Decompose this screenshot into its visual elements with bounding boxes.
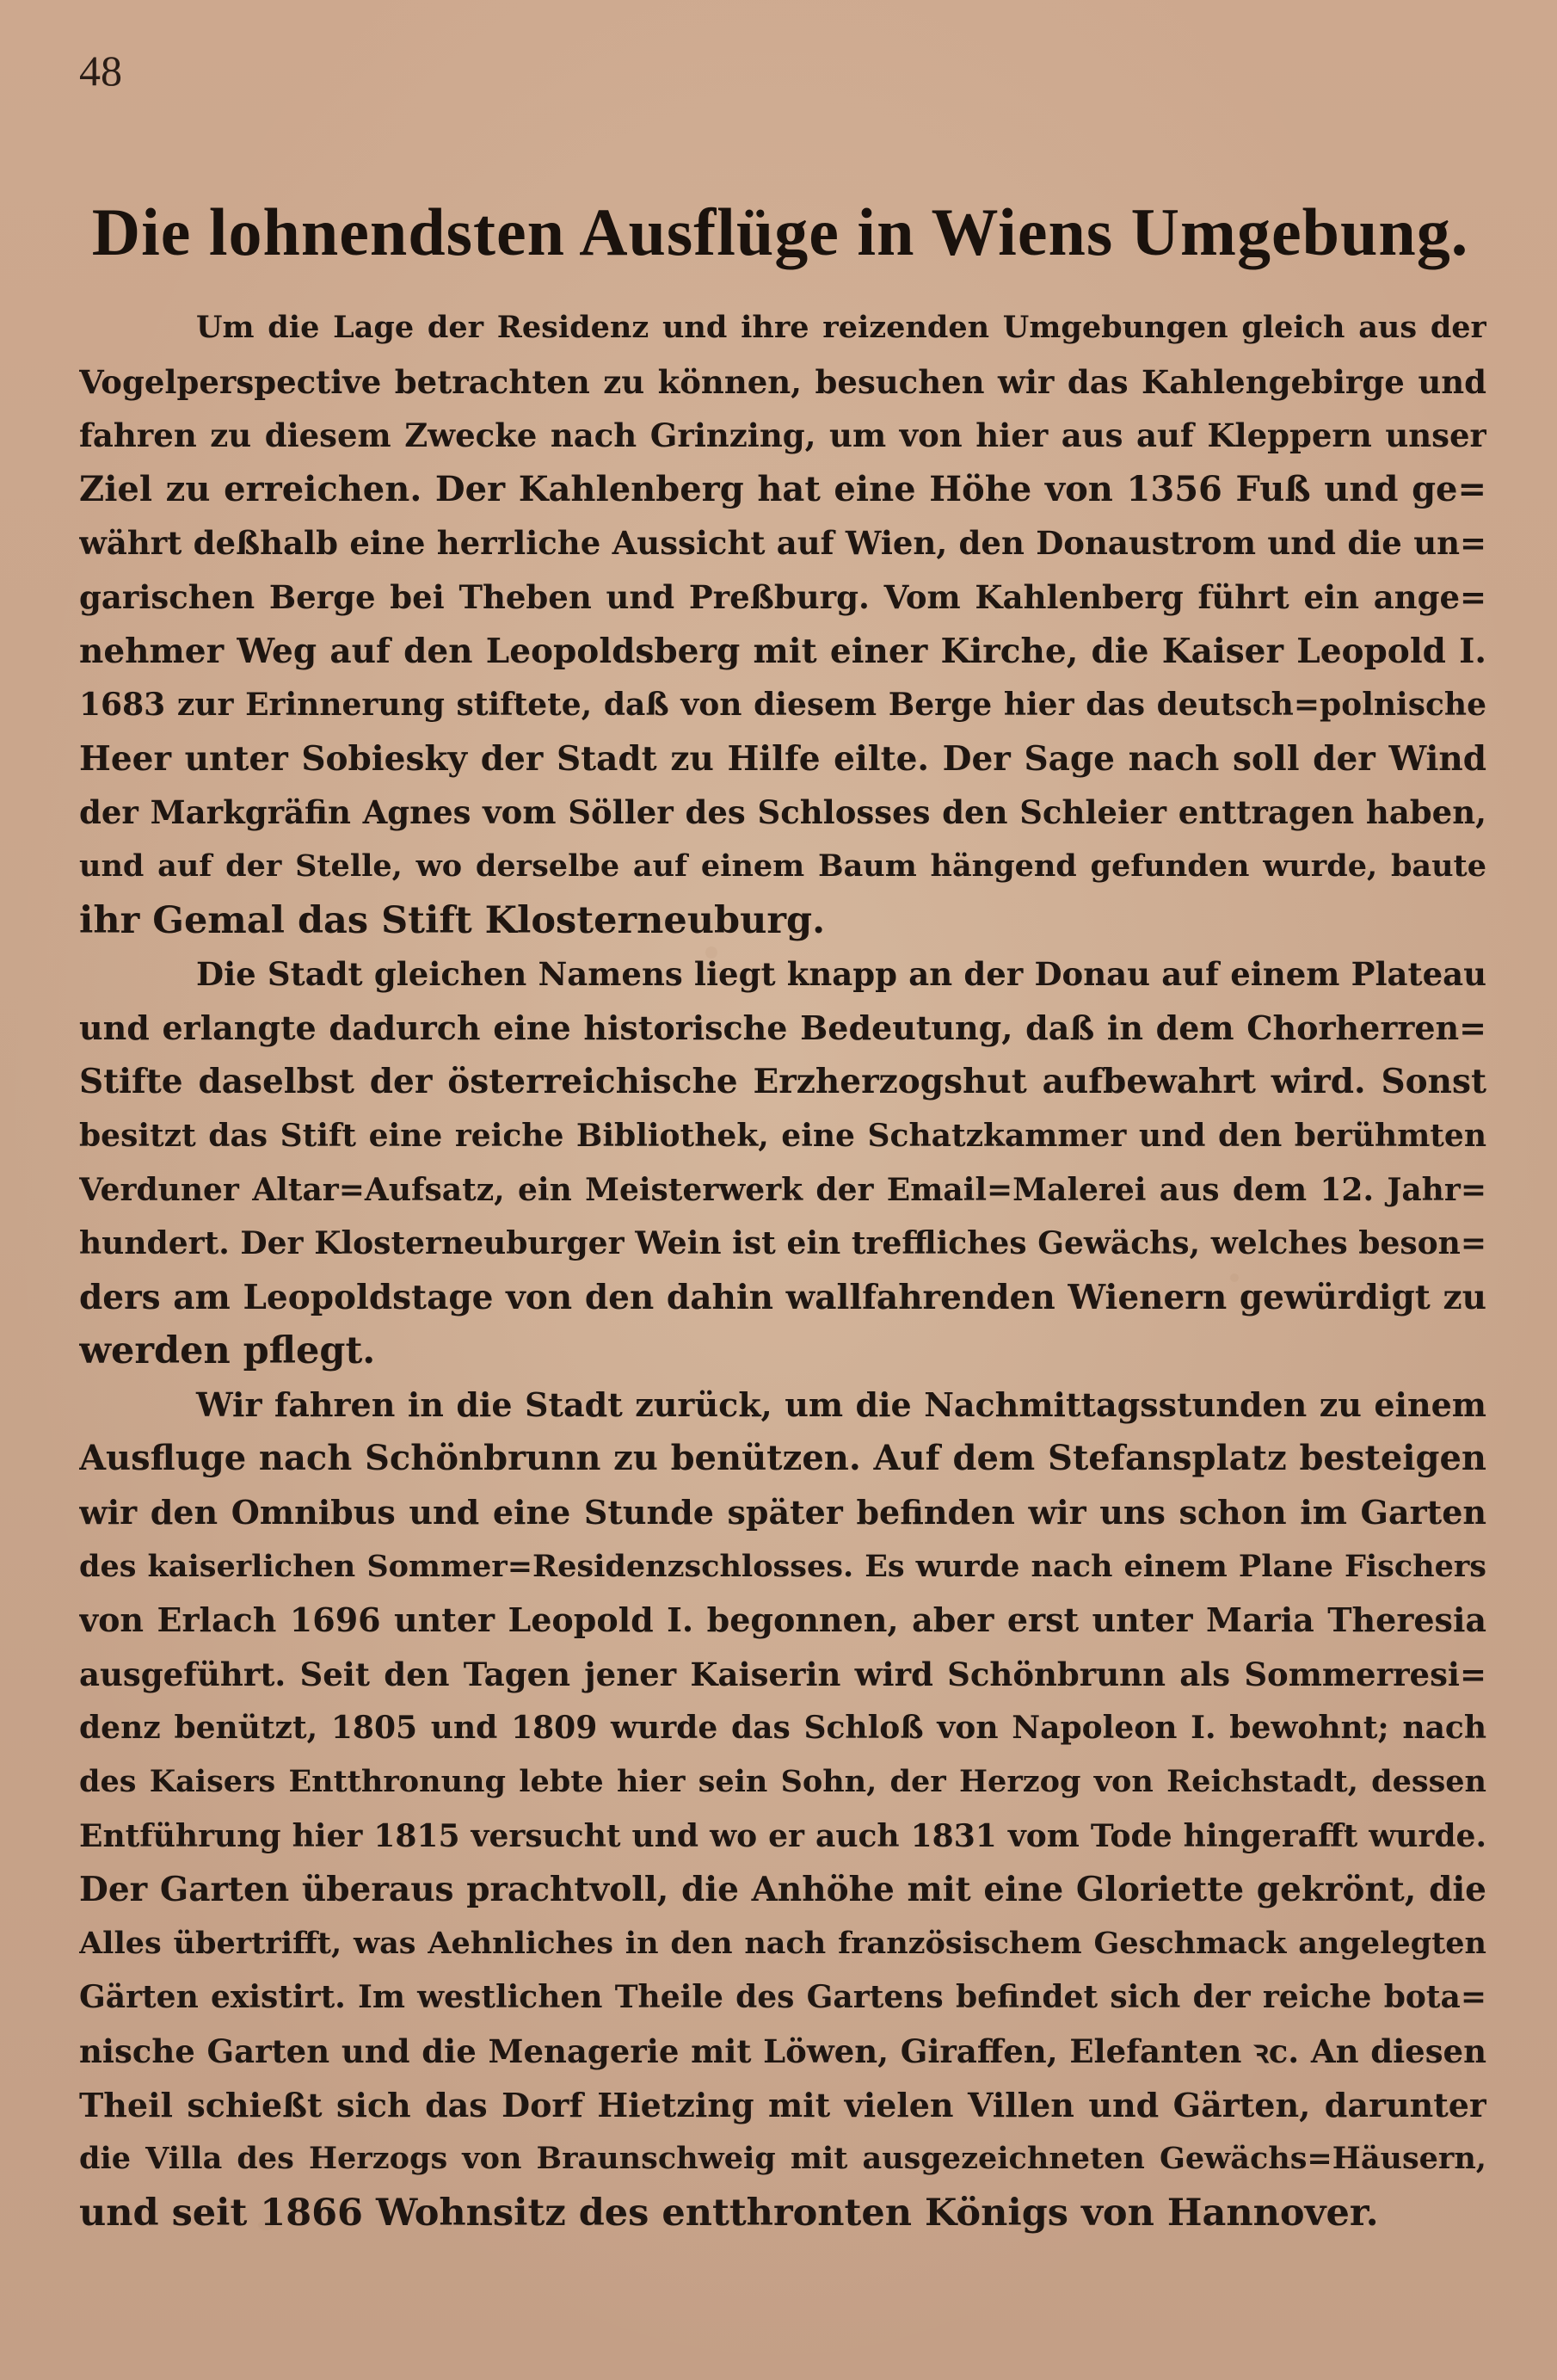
text-line: und auf der Stelle, wo derselbe auf einem Baum hängend gefunden wurde, baute: [79, 848, 1486, 884]
body-text: [79, 301, 1486, 2240]
text-line: Vogelperspective betrachten zu können, besuchen wir das Kahlengebirge und: [79, 362, 1486, 401]
text-line: nische Garten und die Menagerie mit Löwen, Giraffen, Elefanten ꝛc. An diesen: [79, 2032, 1486, 2070]
text-line: besitzt das Stift eine reiche Bibliothek, eine Schatzkammer und den berühmten: [79, 1117, 1486, 1154]
text-line: Um die Lage der Residenz und ihre reizenden Umgebungen gleich aus der: [196, 310, 1486, 345]
text-line: der Markgräfin Agnes vom Söller des Schlosses den Schleier enttragen haben,: [79, 793, 1486, 832]
text-line: ders am Leopoldstage von den dahin wallfahrenden Wienern gewürdigt zu: [79, 1277, 1486, 1317]
page-number: 48: [79, 46, 122, 95]
page-title: Die lohnendsten Ausflüge in Wiens Umgebung.: [91, 194, 1469, 269]
text-line: werden pflegt.: [79, 1329, 376, 1373]
text-line: fahren zu diesem Zwecke nach Grinzing, um von hier aus auf Kleppern unser: [79, 416, 1486, 455]
text-line: Theil schießt sich das Dorf Hietzing mit vielen Villen und Gärten, darunter: [79, 2085, 1486, 2124]
text-line: des Kaisers Entthronung lebte hier sein Sohn, der Herzog von Reichstadt, dessen: [79, 1764, 1486, 1800]
text-line: Entführung hier 1815 versucht und wo er auch 1831 vom Tode hingerafft wurde.: [79, 1817, 1486, 1854]
text-line: die Villa des Herzogs von Braunschweig mit ausgezeichneten Gewächs=Häusern,: [79, 2141, 1486, 2177]
text-line: währt deßhalb eine herrliche Aussicht auf Wien, den Donaustrom und die un=: [79, 524, 1486, 563]
text-line: nehmer Weg auf den Leopoldsberg mit einer Kirche, die Kaiser Leopold I.: [79, 631, 1486, 671]
text-line: ihr Gemal das Stift Klosterneuburg.: [79, 898, 826, 942]
text-line: ausgeführt. Seit den Tagen jener Kaiserin wird Schönbrunn als Sommerresi=: [79, 1655, 1486, 1693]
text-line: Ausfluge nach Schönbrunn zu benützen. Auf dem Stefansplatz besteigen: [79, 1438, 1486, 1479]
text-line: hundert. Der Klosterneuburger Wein ist ein treffliches Gewächs, welches beson=: [79, 1225, 1486, 1262]
text-line: denz benützt, 1805 und 1809 wurde das Schloß von Napoleon I. bewohnt; nach: [79, 1710, 1486, 1747]
text-line: Gärten existirt. Im westlichen Theile des Gartens befindet sich der reiche bota=: [79, 1979, 1486, 2016]
text-line: Heer unter Sobiesky der Stadt zu Hilfe eilte. Der Sage nach soll der Wind: [79, 738, 1486, 779]
text-line: wir den Omnibus und eine Stunde später befinden wir uns schon im Garten: [79, 1493, 1486, 1532]
text-line: des kaiserlichen Sommer=Residenzschlosses. Es wurde nach einem Plane Fischers: [79, 1548, 1486, 1584]
text-line: Stifte daselbst der österreichische Erzherzogshut aufbewahrt wird. Sonst: [79, 1062, 1486, 1102]
text-line: Wir fahren in die Stadt zurück, um die Nachmittagsstunden zu einem: [196, 1384, 1486, 1424]
text-line: Alles übertrifft, was Aehnliches in den nach französischem Geschmack angelegten: [79, 1925, 1486, 1961]
text-line: Der Garten überaus prachtvoll, die Anhöhe mit eine Gloriette gekrönt, die: [79, 1870, 1486, 1910]
text-line: Die Stadt gleichen Namens liegt knapp an der Donau auf einem Plateau: [196, 955, 1486, 994]
text-line: garischen Berge bei Theben und Preßburg. Vom Kahlenberg führt ein ange=: [79, 577, 1486, 616]
text-line: Verduner Altar=Aufsatz, ein Meisterwerk der Email=Malerei aus dem 12. Jahr=: [79, 1171, 1486, 1208]
text-line: und erlangte dadurch eine historische Bedeutung, daß in dem Chorherren=: [79, 1008, 1486, 1047]
text-line: von Erlach 1696 unter Leopold I. begonnen, aber erst unter Maria Theresia: [79, 1600, 1486, 1640]
text-line: 1683 zur Erinnerung stiftete, daß von diesem Berge hier das deutsch=polnische: [79, 687, 1486, 724]
text-line: Ziel zu erreichen. Der Kahlenberg hat eine Höhe von 1356 Fuß und ge=: [79, 468, 1486, 509]
text-line: und seit 1866 Wohnsitz des entthronten Königs von Hannover.: [79, 2191, 1379, 2235]
